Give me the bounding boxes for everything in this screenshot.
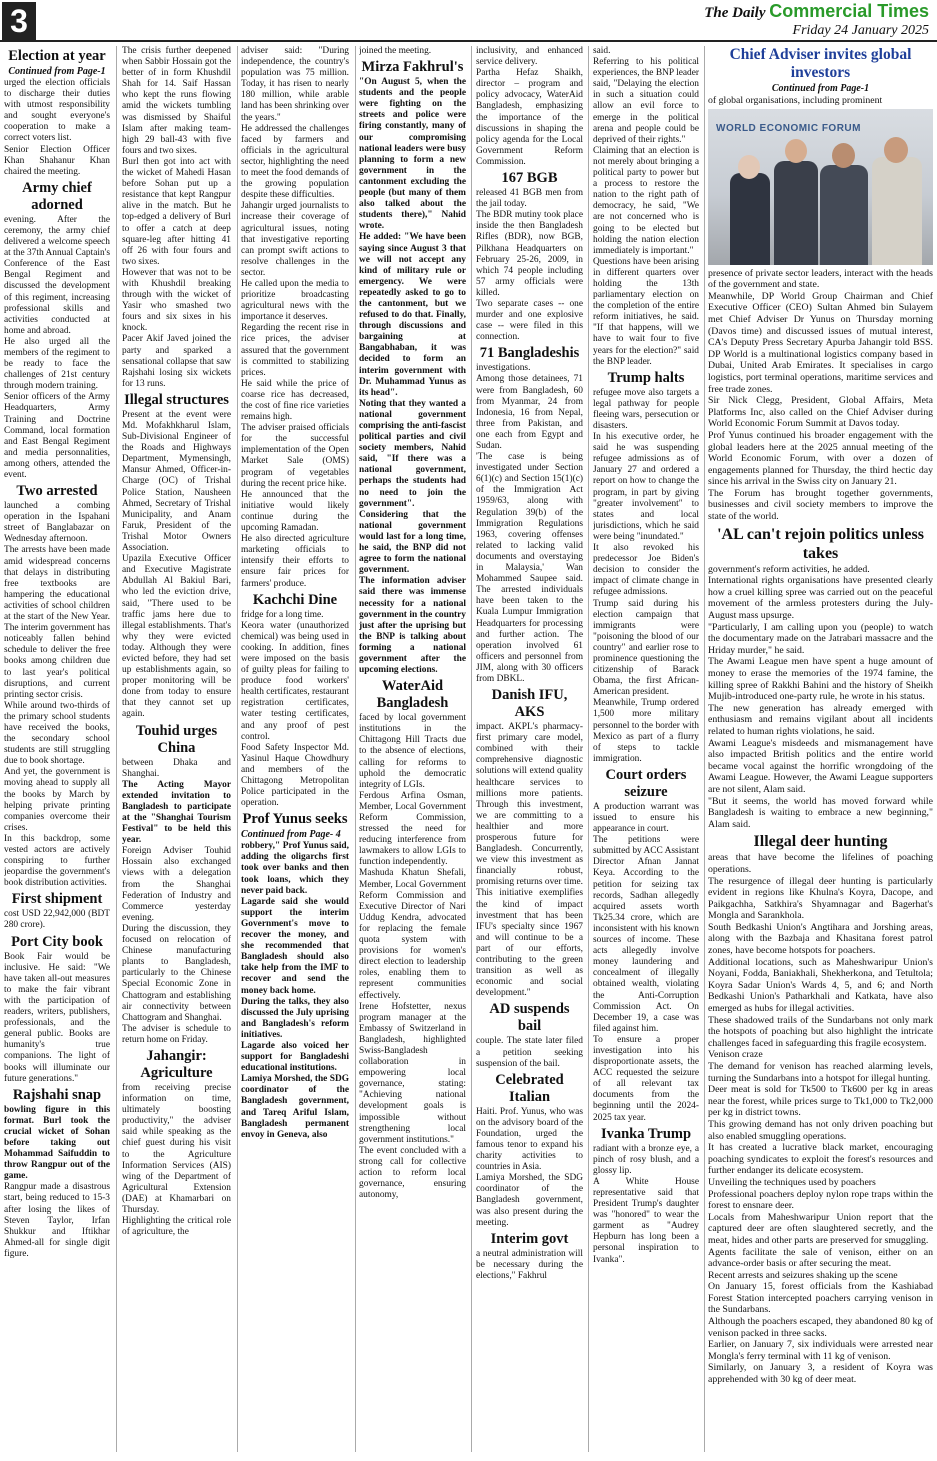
paragraph: To ensure a proper investigation into his disproportionate assets, the ACC requested the seizure of all relevant tax documents from the beginning until the 2024-2025 tax year. [593, 1034, 699, 1123]
paragraph: couple. The state later filed a petition seeking suspension of the bail. [476, 1036, 583, 1069]
paragraph: fridge for a long time. [241, 609, 324, 620]
column-2 [122, 46, 231, 1454]
paragraph: bowling figure in this format. Burl took the crucial wicket of Sohan before taking out Mohammad Saifuddin to throw Rangpur out of the game. [4, 1104, 110, 1182]
column-1 [4, 46, 110, 1454]
paragraph: The event concluded with a strong call for collective action to reform local governance, ensuring autonomy, [359, 1145, 466, 1201]
paragraph: released 41 BGB men from the jail today. [476, 188, 583, 210]
paragraph: government's reform activities, he added. [708, 563, 870, 575]
headline: Illegal structures [124, 391, 229, 408]
headline: Two arrested [16, 483, 98, 500]
paragraph: Referring to his political experiences, the BNP leader said, "Delaying the election in such a situation could allow an evil force to emerge in the political arena and people could be deprived of their rights." [593, 57, 699, 145]
paragraph: investigations. [476, 363, 531, 374]
paragraph: Senior officers of the Army Headquarters, Army Training and Doctrine Command, local formation and East Bengal Regiment and media personnalities, among others, attended the event. [4, 392, 110, 480]
paragraph: The resurgence of illegal deer hunting is particularly evident in regions like Khulna's Koyra, Dacope, and Paikgachha, Satkhira's Shyamnagar and Bagerhat's Mongla and Sarankhola. [708, 875, 933, 922]
forum-logo: WORLD ECONOMIC FORUM [716, 122, 861, 134]
paragraph: Lagarde also voiced her support for Bangladeshi educational institutions. [241, 1040, 349, 1074]
paragraph: Professional poachers deploy nylon rope traps within the forest to ensnare deer. [708, 1188, 933, 1212]
paragraph: He also urged all the members of the regiment to be ready to face the challenges of 21st century through modern training. [4, 336, 110, 392]
paragraph: The crisis further deepened when Sabbir Hossain got the better of in form Khushdil Shah for 14. Saif Hassan who kept the runs flowing amid the wickets tumbling was dismissed by Shaiful Islam after making team-high 29 ball-43 with five fours and two sixes. [122, 46, 231, 156]
paragraph: A White House representative said that President Trump's daughter was "honored" to wear the garment as "Audrey Hepburn has long been a personal inspiration to Ivanka". [593, 1176, 699, 1265]
paragraph: Irene Hofstetter, nexus program manager at the Embassy of Switzerland in Bangladesh, highlighted Swiss-Bangladesh collaboration in empowering local governance, stating: "Achieving national development goals is impossible without strengthening local government institutions." [359, 1001, 466, 1145]
paragraph: impact. AKPL's pharmacy-first primary care model, combined with their comprehensive diagnostic solutions will extend quality healthcare services to millions more patients. Through this investment, we are committing to a healthier and more prosperous future for Bangladesh. Concurrently, we view this investment as financially robust, promising returns over time. This initiative exemplifies the kind of impact investment that has been IFU's specialty since 1967 and will continue to be a part of our efforts, contributing to the green transition as well as economic and social development." [476, 722, 583, 999]
paragraph: The demand for venison has reached alarming levels, turning the Sundarbans into a hotspot for illegal hunting. [708, 1061, 933, 1084]
paragraph: Lagarde said she would support the interim Government's move to recover the money, and she recommended that Bangladesh should also take help from the IMF to recover and send the money back home. [241, 896, 349, 996]
paragraph: areas that have become the lifelines of poaching operations. [708, 852, 933, 875]
paragraph: joined the meeting. [359, 46, 432, 56]
headline: Interim govt [490, 1230, 569, 1247]
continuation: Continued from Page- 4 [241, 829, 341, 841]
paragraph: "Particularly, I am calling upon you (people) to watch the documentary made on the Jatrabari massacre and the Hriday murder," he said. [708, 621, 933, 656]
headline: Army chief adorned [22, 179, 92, 213]
person-figure [730, 173, 770, 265]
paragraph: Recent arrests and seizures shaking up the scene [708, 1269, 898, 1281]
paragraph: It has created a lucrative black market, encouraging poaching syndicates to exploit the forest's resources and further endanger its delicate ecosystem. [708, 1142, 933, 1177]
continuation: Continued from Page-1 [771, 83, 870, 94]
paragraph: The petitions were submitted by ACC Assistant Director Afnan Jannat Keya. According to the petition for seizing tax records, Sadhan allegedly acquired assets worth Tk25.34 crore, which are inconsistent with his known sources of income. These acts allegedly involve money laundering and concealment of illegally obtained wealth, violating the Anti-Corruption Commission Act. On December 19, a case was filed against him. [593, 835, 699, 1034]
paragraph: Among those detainees, 71 were from Bangladesh, 60 from Myanmar, 24 from Indonesia, 16 from Nepal, three from Pakistan, and one each from Egypt and Sudan. [476, 374, 583, 451]
paragraph: Additional locations, such as Maheshwaripur Union's Noyani, Fodda, Baniakhali, Shekherkona, and Tetultola; Koyra Sadar Union's Wards 4, 5, and 6; and North Bedkashi Union's Patharkhali and Katkata, have also emerged as hubs for illegal activities. [708, 956, 933, 1015]
paragraph: He announced that the initiative would likely continue during the upcoming Ramadan. [241, 489, 349, 534]
paragraph: International rights organisations have presented clearly how a cruel killing spree was carried out on the peaceful movement of the armless protesters during the July-August mass upsurge. [708, 575, 933, 622]
paragraph: The Acting Mayor extended invitation to Bangladesh to participate at the "Shanghai Tourism Festival" to be held this year. [122, 779, 231, 846]
paragraph: Upazila Executive Officer and Executive Magistrate Abdullah Al Bakiul Bari, who led the eviction drive, said, "There used to be traffic jams here due to illegal establishments. That's why they were evicted today. Although they were evicted before, they had set up establishments again, so proper monitoring will be done from today to ensure that they cannot set up again. [122, 554, 231, 720]
headline: Court orders seizure [605, 766, 687, 800]
paragraph: presence of private sector leaders, interact with the heads of the government and state. [708, 267, 933, 291]
headline: Celebrated Italian [495, 1071, 564, 1105]
page-number: 3 [2, 2, 36, 40]
column-divider [355, 46, 356, 1452]
issue-date: Friday 24 January 2025 [792, 23, 929, 38]
paragraph: Earlier, on January 7, six individuals were arrested near Mongla's ferry terminal with 11 kg of venison. [708, 1339, 933, 1362]
paragraph: South Bedkashi Union's Angtihara and Jorshing areas, along with the Bazbaja and Khasitana forest patrol zones, have become hotspots for poachers. [708, 921, 933, 957]
news-photo [708, 109, 933, 265]
paragraph: cost USD 22,942,000 (BDT 280 crore). [4, 909, 110, 931]
paragraph: Burl then got into act with the wicket of Mahedi Hasan before Sohan put up a resistance that kept Rangpur alive in the match. But he top-edged a delivery of Burl to offer a catch at deep square-leg after hitting 41 off 26 with four fours and two sixes. [122, 156, 231, 267]
paragraph: Foreign Adviser Touhid Hossain also exchanged views with a delegation from the Shanghai Federation of Industry and Commerce yesterday evening. [122, 846, 231, 923]
paragraph: He said while the price of coarse rice has decreased, the cost of fine rice varieties remains high. [241, 378, 349, 423]
paragraph: radiant with a bronze eye, a pinch of rosy blush, and a glossy lip. [593, 1143, 699, 1176]
paragraph: The adviser is schedule to return home on Friday. [122, 1023, 231, 1045]
headline: WaterAid Bangladesh [376, 678, 449, 712]
headline: Rajshahi snap [12, 1086, 102, 1103]
paragraph: Mashuda Khatun Shefali, Member, Local Government Reform Commission and Executive Director of Nari Uddug Kendra, advocated for replacing the female quota system with provisions for women's direct election to leadership roles, enabling them to represent communities effectively. [359, 868, 466, 1001]
paragraph: "On August 5, when the students and the people were fighting on the streets and police were firing constantly, many of our compromising national leaders were busy planning to form a new government in the cantonment excluding the people (but many of them also talked about the students there)," Nahid wrote. [359, 77, 466, 232]
paragraph: said. [593, 46, 611, 56]
paragraph: Keora water (unauthorized chemical) was being used in cooking. In addition, fines were imposed on the basis of guilty pleas for failing to produce food workers' health certificates, restaurant registration certificates, water testing certificates, and any proof of pest control. [241, 620, 349, 742]
paragraph: Lamiya Morshed, the SDG coordinator of the Bangladesh government, and Tareq Ariful Islam, Bangladesh permanent envoy in Geneva, also [241, 1074, 349, 1140]
masthead-rule [0, 40, 937, 42]
paragraph: During the talks, they also discussed the July uprising and Bangladesh's reform initiatives. [241, 996, 349, 1040]
paragraph: The Forum has brought together governments, businesses and civil society members to improve the state of the world. [708, 487, 933, 523]
headline: Jahangir: Agriculture [140, 1047, 213, 1081]
headline: Prof Yunus seeks [242, 811, 348, 828]
paragraph: of global organisations, including prominent [708, 95, 883, 106]
column-divider [116, 46, 117, 1452]
paragraph: Similarly, on January 3, a resident of Koyra was apprehended with 30 kg of deer meat. [708, 1362, 933, 1386]
headline: Illegal deer hunting [753, 833, 888, 851]
headline: Port City book [11, 933, 103, 950]
column-6 [593, 46, 699, 1454]
headline: Ivanka Trump [600, 1125, 692, 1142]
paragraph: Agents facilitate the sale of venison, either on an advance-order basis or after securing the meat. [708, 1246, 933, 1270]
paragraph: Jahangir urged journalists to increase their coverage of agricultural issues, noting that investigative reporting can prompt swift actions to resolve challenges in the sector. [241, 201, 349, 278]
paragraph: He added: "We have been saying since August 3 that we will not accept any kind of military rule or emergency. We were repeatedly asked to go to the cantonment, but we refused to do that. Finally, through discussions and bargaining at Bangabhaban, it was decided to form an interim government with Dr. Muhammad Yunus as its head". [359, 232, 466, 398]
paragraph: He called upon the media to prioritize broadcasting agricultural news with the importance it deserves. [241, 278, 349, 323]
column-divider [237, 46, 238, 1452]
paragraph: launched a combing operation in the Ispahani street of Banglabazar on Wednesday afternoon. [4, 501, 110, 545]
column-divider [704, 46, 705, 1452]
paragraph: The BDR mutiny took place inside the then Bangladesh Rifles (BDR), now BGB, Pilkhana Headquarters on February 25-26, 2009, in which 74 people including 57 army officials were killed. [476, 210, 583, 298]
paragraph: These shadowed trails of the Sundarbans not only mark the hotspots of poaching but also highlight the intricate challenges faced in safeguarding this fragile ecosystem. [708, 1014, 933, 1049]
paragraph: This growing demand has not only driven poaching but also enabled smuggling operations. [708, 1118, 933, 1142]
headline: Mirza Fakhrul's [361, 59, 464, 76]
paragraph: Claiming that an election is not merely about bringing a political party to power but a process to restore the nation to the right path of democracy, he said, "We are not concerned who is going to be elected but holding the nation election immediately is important." [593, 145, 699, 256]
paragraph: Highlighting the critical role of agriculture, the [122, 1216, 231, 1238]
person-head [884, 137, 908, 163]
paragraph: It also revoked his predecessor Joe Biden's decision to consider the impact of climate change in refugee admissions. [593, 543, 699, 598]
headline: 71 Bangladeshis [479, 345, 580, 362]
paragraph: between Dhaka and Shanghai. [122, 757, 231, 779]
paragraph: Prof Yunus continued his broader engagement with the global leaders here at the 2025 annual meeting of the World Economic Forum, with over a dozen of engagements planned for Thursday, the third hectic day since his arrival in the Swiss city on January 21. [708, 429, 933, 488]
column-divider [471, 46, 472, 1452]
paragraph: a neutral administration will be necessary during the elections," Fakhrul [476, 1248, 583, 1281]
paragraph: The Awami League men have spent a huge amount of money to erase the memories of the 1974 famine, the killing spree of Rakkhi Bahini and the history of Sheikh Mujib-introduced one-party rule, he wrote in his status. [708, 656, 933, 703]
paragraph: inclusivity, and enhanced service delivery. [476, 46, 583, 68]
headline: Kachchi Dine [252, 591, 338, 608]
paragraph: He addressed the challenges faced by farmers and officials in the agricultural sector, highlighting the need to meet the food demands of the growing population despite these difficulties. [241, 123, 349, 201]
headline: Danish IFU, AKS [491, 687, 568, 721]
paragraph: from receiving precise information on time, ultimately boosting productivity," the adviser said while speaking as the chief guest during his visit to the Agriculture Information Services (AIS) wing of the Department of Agricultural Extension (DAE) at Khamarbari on Thursday. [122, 1082, 231, 1215]
paragraph: "But it seems, the world has moved forward while Bangladesh is waiting to embrace a new beginning," Alam said. [708, 795, 933, 830]
paragraph: Food Safety Inspector Md. Yasinul Haque Chowdhury and members of the Chittagong Metropolitan Police participated in the operation. [241, 742, 349, 809]
paragraph: evening. After the ceremony, the army chief delivered a welcome speech at the 37th Annual Captain's Conference of the East Bengal Regiment and discussed the development of this regiment, increasing professional skills and activities conducted at home and abroad. [4, 214, 110, 336]
paragraph: Rangpur made a disastrous start, being reduced to 15-3 after losing the likes of Steven Taylor, Irfan Shukkur and Iftikhar Ahmed-all for single digit figure. [4, 1182, 110, 1259]
headline: 167 BGB [501, 170, 558, 187]
headline: AD suspends bail [489, 1001, 570, 1035]
paragraph: Lamiya Morshed, the SDG coordinator of the Bangladesh government, was also present during the meeting. [476, 1173, 583, 1228]
paragraph: 'The case is being investigated under Section 6(1)(c) and Section 15(1)(c) of the Immigration Act 1959/63, along with Regulation 39(b) of the Immigration Regulations 1963, covering offenses related to lacking valid documents and overstaying in Malaysia,' Wan Mohammed Saupee said. The arrested individuals have been taken to the Kuala Lumpur Immigration Headquarters for processing and further action. The operation involved 61 officers and personnel from JIM, along with 30 officers from DBKL. [476, 452, 583, 684]
paragraph: adviser said: "During independence, the country's population was 75 million. Today, it has risen to nearly 180 million, while arable land has been shrinking over the years." [241, 46, 349, 123]
paragraph: Partha Hefaz Shaikh, director – program and policy advocacy, WaterAid Bangladesh, emphasizing the importance of the discussions in shaping the policy agenda for the Local Government Reform Commission. [476, 68, 583, 167]
paragraph: In his executive order, he said he was suspending refugee admissions as of January 27 and ordered a report on how to change the program, in part by giving "greater involvement" to states and local jurisdictions, which he said were being "inundated." [593, 432, 699, 542]
paragraph: Haiti. Prof. Yunus, who was on the advisory board of the Foundation, urged the famous tenor to expand his charity activities to countries in Asia. [476, 1106, 583, 1173]
paragraph: robbery," Prof Yunus said, adding the oligarchs first took over banks and then took loans, which they never paid back. [241, 841, 349, 896]
paragraph: Sir Nick Clegg, President, Global Affairs, Meta Platforms Inc, also called on the Chief Adviser during World Economic Forum Summit at Davos today. [708, 395, 933, 430]
paragraph: Two separate cases -- one murder and one explosive case -- were filed in this connection. [476, 298, 583, 343]
paragraph: The new generation has already emerged with enthusiasm and remains vigilant about all incidents related to human rights violations, he said. [708, 702, 933, 737]
paragraph: The adviser praised officials for the successful implementation of the Open Market Sale (OMS) program of vegetables during the recent price hike. [241, 423, 349, 489]
headline: Trump halts [607, 369, 685, 386]
paragraph: Unveiling the techniques used by poachers [708, 1176, 876, 1188]
paragraph: Senior Election Officer Khan Shahanur Khan chaired the meeting. [4, 144, 110, 177]
paragraph: During the discussion, they focused on relocation of Chinese manufacturing plants to Bangladesh, particularly to the Chinese Special Economic Zone in Chattogram and establishing air connectivity between Chattogram and Shanghai. [122, 923, 231, 1023]
paragraph: Present at the event were Md. Mofakhkharul Islam, Sub-Divisional Engineer of the Roads and Highways Department, Mymensingh, Mansur Ahmed, Officer-in-Charge (OC) of Trishal Police Station, Nausheen Ahmed, Secretary of Trishal Municipality, and Anam Faruk, President of the Trishal Motor Owners Association. [122, 409, 231, 554]
headline: First shipment [11, 891, 103, 908]
paragraph: The arrests have been made amid widespread concerns that delays in distributing free textbooks are hampering the educational activities of school children at the start of the New Year. The interim government has noticeably fallen behind schedule to deliver the free books among children due to last year's political disruptions, and current printing sector crisis. [4, 545, 110, 700]
paragraph: Considering that the national government would last for a long time, he said, the BNP did not agree to form the national government. [359, 509, 466, 576]
paragraph: Questions have been arising in different quarters over holding the 13th parliamentary election on the completion of the entire reform initiatives, he said. "If that happens, will we have to wait four to five years for the election?" said the BNP leader. [593, 256, 699, 367]
paragraph: Noting that they wanted a national government comprising the anti-fascist political parties and civil society members, Nahid said, "If there was a national government, perhaps the students had no need to join the government". [359, 398, 466, 509]
paper-name: The Daily Commercial Times [704, 1, 929, 21]
person-figure [820, 165, 868, 265]
paragraph: Book Fair would be inclusive. He said: "We have taken all-out measures to make the fair vibrant with the participation of readers, writers, publishers, professionals, and the general public. Books are humanity's true companions. The light of books will illuminate our future generations." [4, 951, 110, 1084]
column-5 [476, 46, 583, 1454]
paragraph: Meanwhile, DP World Group Chairman and Chief Executive Officer (CEO) Sultan Ahmed bin Sulayem met Chief Adviser Dr Yunus on Thursday morning (Davos time) and discussed issues of mutual interest, CA's Deputy Press Secretary Apurba Jahangir told BSS. DP World is a multinational logistics company based in Dubai, United Arab Emirates. It specialises in cargo logistics, port terminal operations, maritime services and free trade zones. [708, 290, 933, 395]
paragraph: urged the election officials to discharge their duties with utmost responsibility and sought everyone's cooperation to make a correct voters list. [4, 78, 110, 144]
person-head [738, 155, 760, 179]
continuation: Continued from Page-1 [8, 66, 106, 77]
column-divider [588, 46, 589, 1452]
person-figure [872, 157, 922, 265]
column-3 [241, 46, 349, 1454]
paragraph: Deer meat is sold for Tk500 to Tk600 per kg in areas near the forest, while prices surge to Tk1,000 to Tk2,000 per kg in district towns. [708, 1084, 933, 1119]
headline: Election at year [8, 48, 106, 64]
paragraph: Locals from Maheshwaripur Union report that the captured deer are often slaughtered secretly, and the meat, hides and other parts are preserved for smuggling. [708, 1211, 933, 1246]
paragraph: Awami League's misdeeds and mismanagement have also impacted British politics and the entire world became vocal against the horrific wrongdoing of the Awami League. However, the Awami League supporters are not silent, Alam said. [708, 737, 933, 795]
column-4 [359, 46, 466, 1454]
paragraph: Venison craze [708, 1049, 763, 1061]
paragraph: However that was not to be with Khushdil breaking through with the wicket of Yasir who smashed two fours and six sixes in his knock. [122, 267, 231, 334]
paragraph: And yet, the government is moving ahead to supply all the books by March by helping private printing companies overcome their crises. [4, 767, 110, 833]
person-head [785, 139, 807, 163]
person-head [832, 143, 855, 168]
headline: Chief Adviser invites global investors [729, 46, 912, 81]
paragraph: refugee move also targets a legal pathway for people fleeing wars, persecution or disasters. [593, 387, 699, 431]
paragraph: On January 15, forest officials from the Kashiabad Forest Station intercepted poachers carrying venison in the Sundarbans. [708, 1281, 933, 1316]
paragraph: While around two-thirds of the primary school students have received the books, the secondary school students are still struggling due to book shortage. [4, 700, 110, 767]
paragraph: Ferdous Arfina Osman, Member, Local Government Reform Commission, stressed the need for reducing interference from lawmakers to allow LGIs to function independently. [359, 790, 466, 868]
paragraph: The information adviser said there was immense necessity for a national government in the country just after the uprising but the BNP is talking about forming a national government after the upcoming elections. [359, 576, 466, 676]
paragraph: Regarding the recent rise in rice prices, the adviser assured that the government is committed to stabilizing prices. [241, 323, 349, 378]
paragraph: A production warrant was issued to ensure his appearance in court. [593, 801, 699, 835]
paragraph: Meanwhile, Trump ordered 1,500 more military personnel to the border with Mexico as part of a flurry of steps to tackle immigration. [593, 698, 699, 764]
headline: 'AL can't rejoin politics unless takes [717, 525, 924, 562]
masthead [704, 2, 929, 39]
paragraph: He also directed agriculture marketing officials to intensify their efforts to ensure fair prices for farmers' produce. [241, 534, 349, 589]
column-7 [708, 46, 933, 1454]
paragraph: faced by local government institutions in the Chittagong Hill Tracts due to the absence of elections, calling for reforms to uphold the democratic integrity of LGIs. [359, 713, 466, 790]
person-figure [774, 161, 818, 265]
paragraph: Trump said during his election campaign that immigrants were "poisoning the blood of our country" and earlier rose to prominence questioning the citizenship of Barack Obama, the first African-American president. [593, 598, 699, 698]
headline: Touhid urges China [135, 722, 218, 756]
paragraph: In this backdrop, some vested actors are actively conspiring to further jeopardise the government's book distribution activities. [4, 833, 110, 889]
paragraph: Pacer Akif Javed joined the party and sparked a sensational collapse that saw Rajshahi losing six wickets for 13 runs. [122, 334, 231, 389]
paragraph: Although the poachers escaped, they abandoned 80 kg of venison packed in three sacks. [708, 1316, 933, 1339]
